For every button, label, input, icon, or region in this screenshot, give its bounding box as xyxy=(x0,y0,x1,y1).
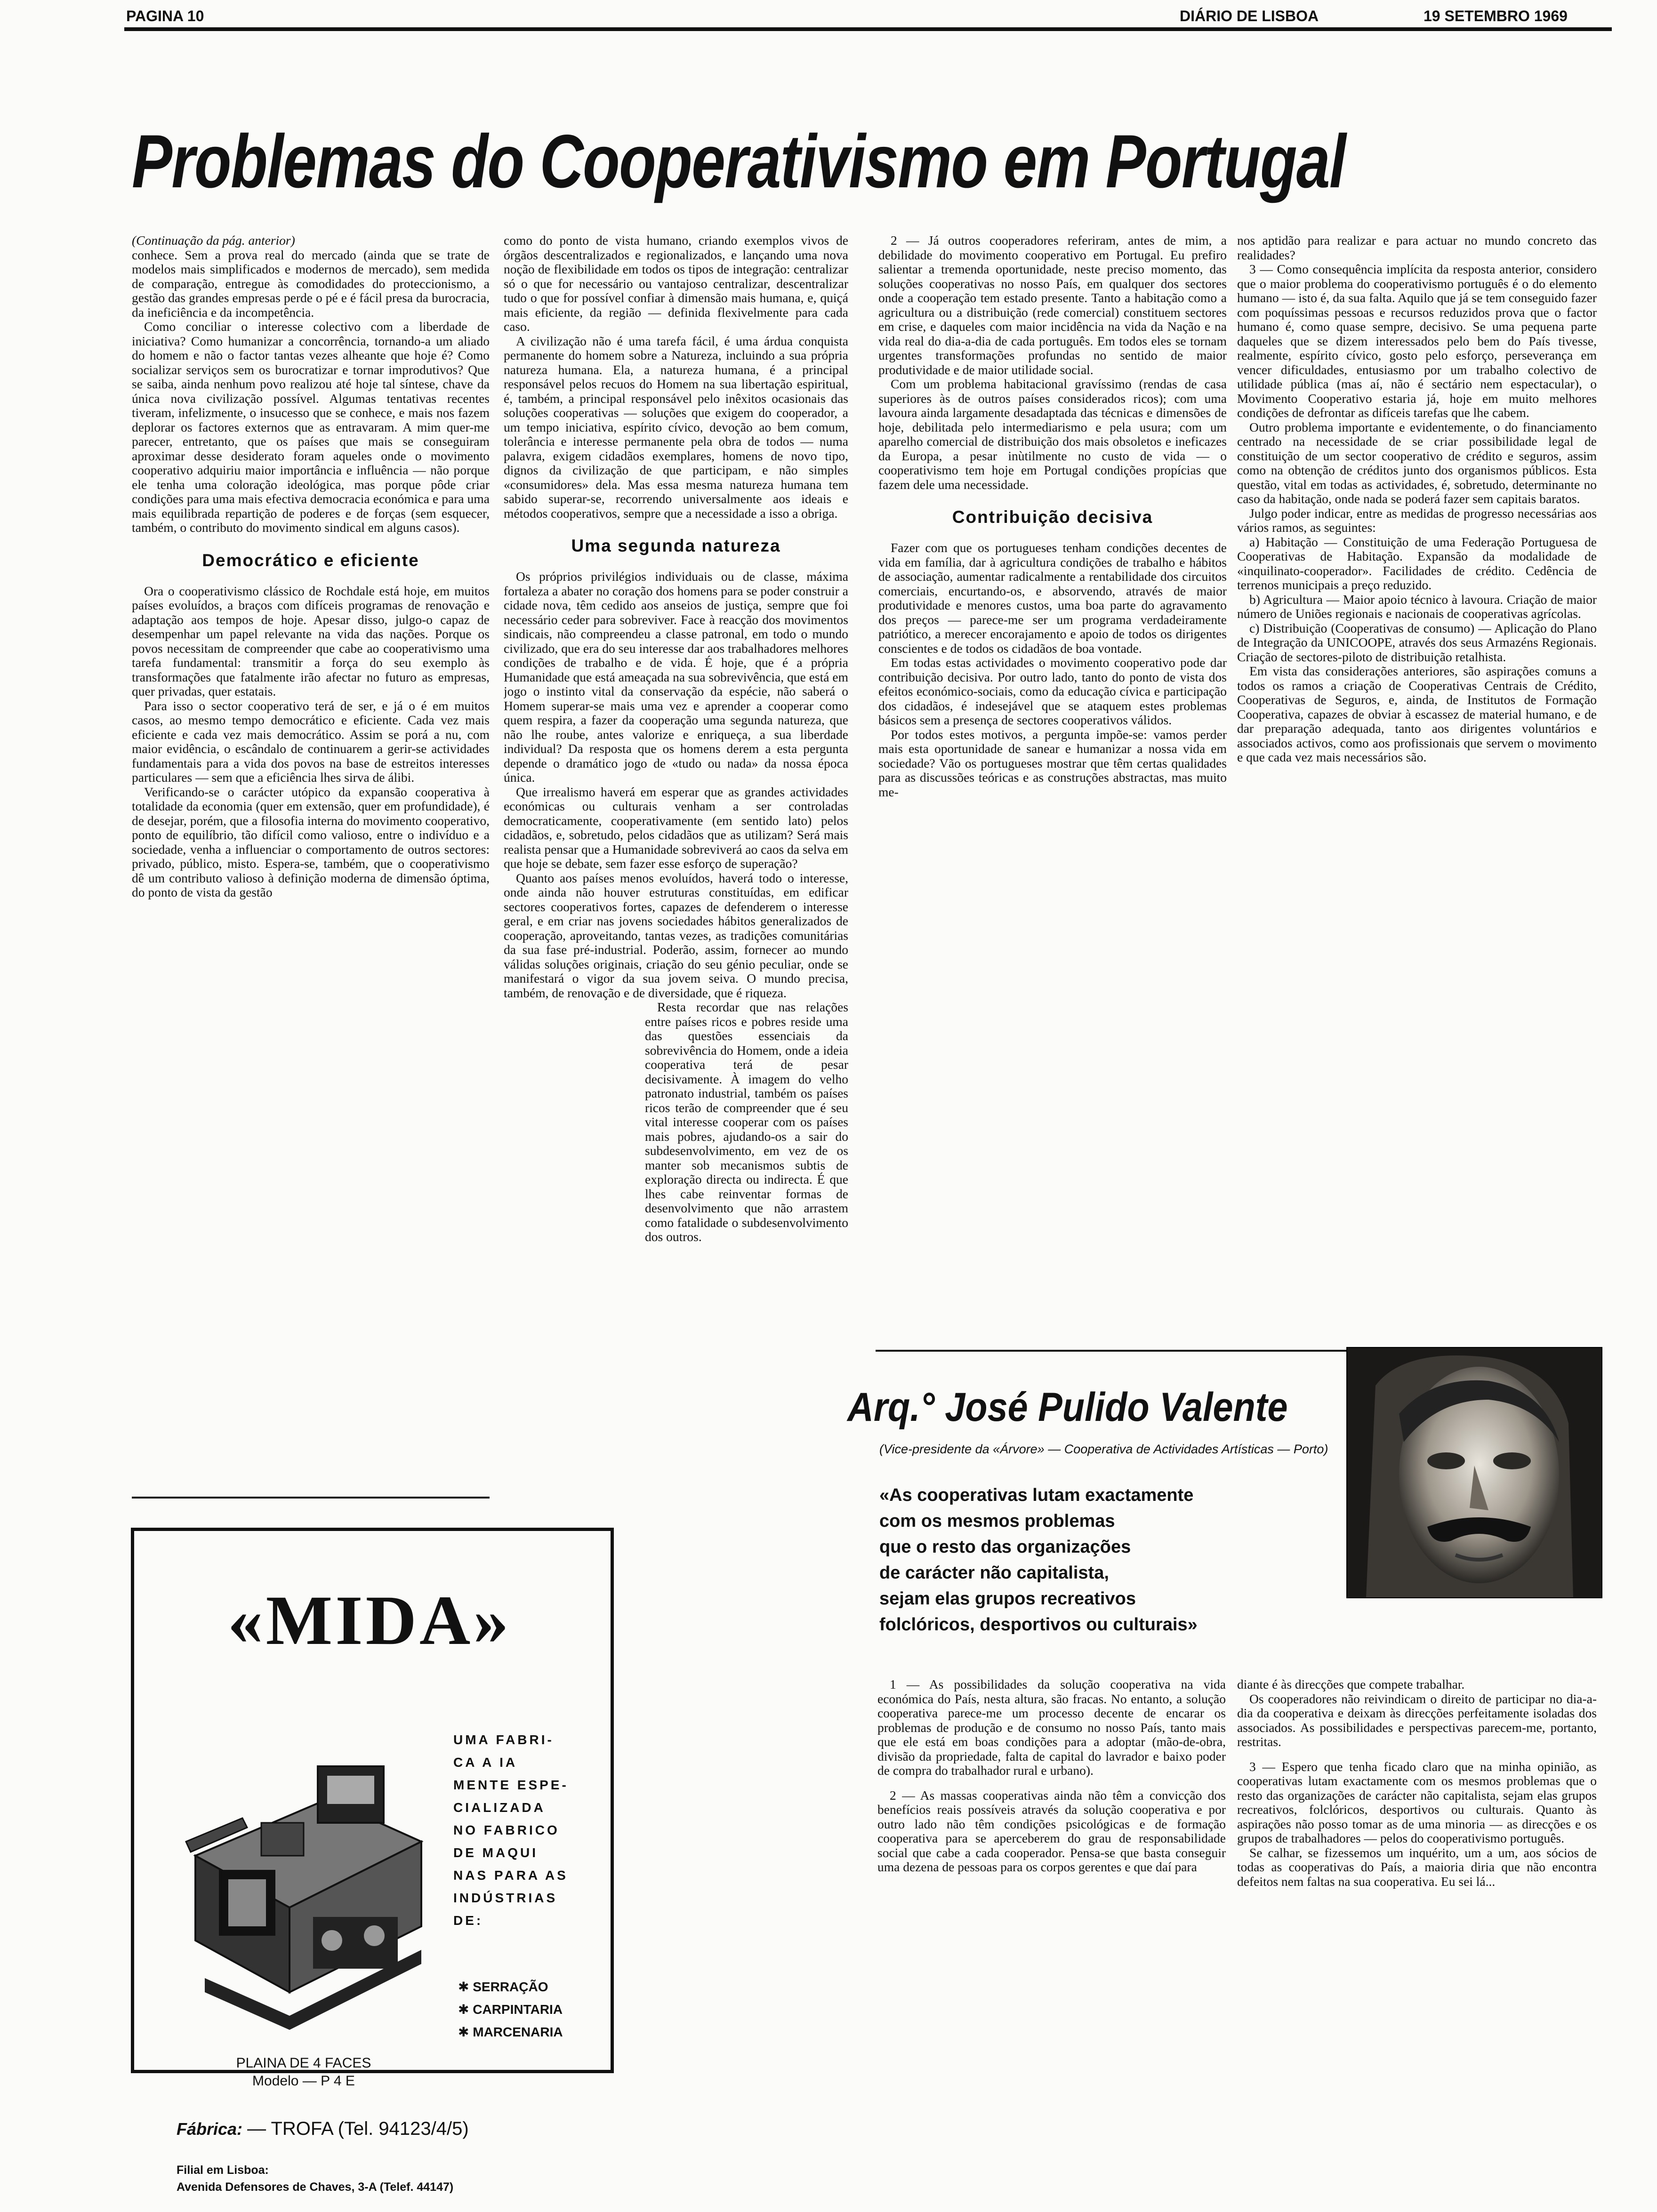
paragraph: Os próprios privilégios individuais ou de classe, máxima fortaleza a abater no coração dos homens para se poder construir a cidade nova, têm cedido aos anseios de justiça, sempre que foi necessário ceder para sobreviver. Face à reacção dos movimentos sindicais, não compreendeu a classe patronal, em todo o mundo civilizado, que era do seu interesse dar aos trabalhadores melhores condições de trabalho e de vida. É hoje, que é a própria Humanidade que está ameaçada na sua sobrevivência, que está em jogo o instinto vital da conservação da espécie, não saberá o Homem superar-se mais uma vez e aprender a cooperar como quem respira, a fazer da cooperação uma segunda natureza, que não lhe roube, antes valorize e enriqueça, a sua liberdade individual? Da resposta que os homens derem a esta pergunta depende o dramático jogo de «tudo ou nada» da nossa época única. xyxy=(504,569,848,785)
masthead-rule xyxy=(124,27,1612,31)
branch-address: Avenida Defensores de Chaves, 3-A (Telef. 44147) xyxy=(177,2180,454,2194)
list-item: ✱ MARCENARIA xyxy=(458,2025,563,2039)
ad-brand: «MIDA» xyxy=(227,1581,512,1659)
industry-label: CARPINTARIA xyxy=(473,2002,563,2017)
article-column-3 xyxy=(878,233,1227,1306)
ad-description-line: DE MAQUI xyxy=(453,1845,538,1860)
branch-block xyxy=(177,2162,600,2196)
ad-description-line: NO FABRICO xyxy=(453,1823,560,1837)
interviewee-name: Arq.° José Pulido Valente xyxy=(847,1385,1288,1430)
pull-quote-line: que o resto das organizações xyxy=(879,1537,1131,1557)
subheading-contribuicao: Contribuição decisiva xyxy=(952,507,1153,527)
paragraph: Por todos estes motivos, a pergunta impõe-se: vamos perder mais esta oportunidade de sanear e humanizar a nossa vida em sociedade? Vão os portugueses mostrar que têm certas qualidades para as discussões teóricas e as construções abstractas, mas muito me- xyxy=(878,727,1227,799)
list-item: a) Habitação — Constituição de uma Federação Portuguesa de Cooperativas de Habitação. Expansão da modalidade de «inquilinato-cooperador». Facilidades de crédito. Cedência de terrenos municipais a preço reduzido. xyxy=(1237,534,1597,592)
ad-description-line: CIALIZADA xyxy=(453,1800,546,1815)
paragraph: Se calhar, se fizessemos um inquérito, um a um, aos sócios de todas as cooperativas do País, a maioria diria que não encontra defeitos nem faltas na sua cooperativa. Eu sei lá... xyxy=(1237,1845,1597,1889)
paragraph: A civilização não é uma tarefa fácil, é uma árdua conquista permanente do homem sobre a Natureza, incluindo a sua própria natureza humana. Ela, a natureza humana, é a principal responsável pelos recuos do Homem na sua libertação espiritual, é, também, a principal responsável pelo inêxitos ocasionais das soluções cooperativas — soluções que exigem do cooperador, a um tempo iniciativa, espírito cívico, devoção ao bem comum, tolerância e interesse permanente pela obra de todos — numa palavra, exigem cidadãos exemplares, homens de novo tipo, dignos da civilização de que participam, e não simples «consumidores» dela. Mas essa mesma natureza humana tem sabido superar-se, recorrendo universalmente aos ideais e métodos cooperativos, sempre que a necessidade a isso a obriga. xyxy=(504,333,848,521)
newspaper-name: DIÁRIO DE LISBOA xyxy=(1180,8,1319,24)
ad-description-line: MENTE ESPE- xyxy=(453,1778,569,1792)
paragraph: Com um problema habitacional gravíssimo (rendas de casa superiores às de outros países considerados ricos); com uma lavoura ainda largamente desadaptada das técnicas e dimensões de hoje, debilitada pelo intermediarismo e pela usura; com um aparelho comercial de distribuição dos mais obsoletos e ineficazes da Europa, a pesar inùtilmente no custo de vida — o cooperativismo tem hoje em Portugal condições propícias que fazem dele uma necessidade. xyxy=(878,377,1227,492)
paragraph: nos aptidão para realizar e para actuar no mundo concreto das realidades? xyxy=(1237,233,1597,262)
ad-description-line: DE: xyxy=(453,1913,483,1928)
mida-advertisement xyxy=(131,1528,614,2194)
pull-quote-line: «As cooperativas lutam exactamente xyxy=(879,1485,1194,1505)
paragraph: Resta recordar que nas relações entre países ricos e pobres reside uma das questões essenciais da sobrevivência do Homem, onde a ideia cooperativa terá de pesar decisivamente. À imagem do velho patronato industrial, também os países ricos terão de compreender que é seu vital interesse cooperar com os países mais pobres, ajudando-os a sair do subdesenvolvimento, em vez de os manter sob mecanismos subtis de exploração directa ou indirecta. É que lhes cabe reinventar formas de desenvolvimento que não arrastem como fatalidade o subdesenvolvimento dos outros. xyxy=(645,1000,848,1244)
paragraph: Outro problema importante e evidentemente, o do financiamento centrado na necessidade de se criar possibilidade legal de constituição de um sector cooperativo de crédito e seguros, assim como na obtenção de créditos junto dos organismos públicos. Esta questão, vital em todas as actividades, é, sobretudo, determinante no caso da habitação, onde nada se poderá fazer sem capitais baratos. xyxy=(1237,419,1597,506)
subheading-democratico: Democrático e eficiente xyxy=(202,550,419,570)
industry-label: SERRAÇÃO xyxy=(473,1980,548,1994)
product-model: Modelo — P 4 E xyxy=(252,2073,355,2089)
planing-machine-illustration xyxy=(177,1729,445,2039)
ad-industries-list xyxy=(458,1979,599,2047)
factory-address: — TROFA (Tel. 94123/4/5) xyxy=(247,2118,469,2139)
paragraph: 2 — Já outros cooperadores referiram, antes de mim, a debilidade do movimento cooperativo em Portugal. Eu prefiro salientar a tremenda oportunidade, neste preciso momento, das soluções cooperativas no nosso País, em qualquer dos sectores onde a cooperação tem estado presente. Tanto a habitação como a agricultura ou a distribuição (rede comercial) constituem sectores em crise, e daqueles com maior incidência na vida da Nação e na vida real do dia-a-dia de cada português. Em todos eles se tornam urgentes transformações profundas no sentido de maior produtividade e de maior utilidade social. xyxy=(878,233,1227,377)
paragraph: como do ponto de vista humano, criando exemplos vivos de órgãos descentralizados e regionalizados, e lançando uma nova noção de flexibilidade em todos os tipos de integração: centralizar só o que for necessário ou vantajoso centralizar, descentralizar tudo o que for possível confiar à dimensão mais humana, e, quiçá mais eficiente, da região — definida flexivelmente para cada caso. xyxy=(504,233,848,334)
ad-description xyxy=(453,1729,595,1932)
product-name: PLAINA DE 4 FACES xyxy=(236,2055,371,2071)
list-item: ✱ SERRAÇÃO xyxy=(458,1980,548,1994)
paragraph: 2 — As massas cooperativas ainda não têm a convicção dos benefícios reais possíveis através da solução cooperativa e por outro lado não têm condições psicológicas e de formação cooperativa para se aperceberem do grau de responsabilidade social que cabe a cada cooperador. Pensa-se que basta conseguir uma dezena de pessoas para os corpos gerentes e que daí para xyxy=(877,1787,1226,1874)
paragraph: conhece. Sem a prova real do mercado (ainda que se trate de modelos mais simplificados e modernos de mercado), sem medida de comparação, entregue às comodidades do proteccionismo, a gestão das grandes empresas perde o pé e é fácil presa da burocracia, da ineficiência e da incompetência. xyxy=(132,247,490,320)
paragraph: Verificando-se o carácter utópico da expansão cooperativa à totalidade da economia (quer em extensão, quer em profundidade), é de desejar, porém, que a filosofia interna do movimento cooperativo, ponto de equilíbrio, tão difícil como valioso, entre o indivíduo e a sociedade, venha a influenciar o comportamento de outros sectores: privado, público, misto. Espera-se, também, que o cooperativismo dê um contributo valioso à definição moderna de dimensão óptima, do ponto de vista da gestão xyxy=(132,784,490,899)
portrait-image xyxy=(1347,1348,1601,1597)
list-item: ✱ CARPINTARIA xyxy=(458,2002,563,2017)
paragraph: Em todas estas actividades o movimento cooperativo pode dar contribuição decisiva. Por outro lado, tanto do ponto de vista dos efeitos económico-sociais, como da educação cívica e participação dos cidadãos, é indesejável que se ataquem estes problemas básicos sem a presença de sectores cooperativos válidos. xyxy=(878,655,1227,727)
ad-description-line: CA A IA xyxy=(453,1755,518,1770)
wrap-around-ad xyxy=(645,1000,848,1244)
industry-label: MARCENARIA xyxy=(473,2025,563,2039)
paragraph: Que irrealismo haverá em esperar que as grandes actividades económicas ou culturais venham a ser controladas democraticamente, cooperativamente (em sentido lato) pelos cidadãos, e, sobretudo, pelos cidadãos que as utilizam? Será mais realista pensar que a Humanidade sobreviverá ao caos da selva em que hoje se debate, sem fazer esse esforço de superação? xyxy=(504,784,848,871)
page-number: PAGINA 10 xyxy=(126,8,204,24)
ad-description-line: NAS PARA AS xyxy=(453,1868,568,1883)
paragraph: Quanto aos países menos evoluídos, haverá todo o interesse, onde ainda não houver estruturas constituídas, em edificar sectores cooperativos fortes, capazes de defenderem o interesse geral, e em criar nas jovens sociedades hábitos generalizados de cooperação, aproveitando, tantas vezes, as tradições comunitárias da sua fase pré-industrial. Poderão, assim, fornecer ao mundo válidas soluções originais, criação do seu génio peculiar, onde se manifestará o vigor da sua jovem seiva. O mundo precisa, também, de renovação e de diversidade, que é riqueza. xyxy=(504,870,848,1000)
pull-quote-line: de carácter não capitalista, xyxy=(879,1563,1109,1583)
paragraph: diante é às direcções que compete trabalhar. xyxy=(1237,1677,1465,1691)
paragraph: 1 — As possibilidades da solução cooperativa na vida económica do País, nesta altura, são fracas. No entanto, a solução cooperativa parece-me um processo decente de encarar os problemas de produção e de consumo no nosso País, tanto mais que ele está em boas condições para a adoptar (mão-de-obra, divisão da propriedade, falta de capital do lavrador e baixo poder de compra do trabalhador rural e urbano). xyxy=(877,1677,1226,1778)
branch-label: Filial em Lisboa: xyxy=(177,2164,269,2177)
factory-label: Fábrica: xyxy=(177,2119,243,2139)
pull-quote xyxy=(879,1483,1341,1638)
paragraph: Como conciliar o interesse colectivo com a liberdade de iniciativa? Como humanizar a concorrência, tornando-a um aliado do homem e não o factor tantas vezes alheante que hoje é? Como socializar serviços sem os burocratizar e tornar improdutivos? Que se saiba, ainda nenhum povo realizou até hoje tal síntese, chave da única nova civilização possível. Algumas tentativas recentes tiveram, infelizmente, o insucesso que se conhece, e mais nos fazem deplorar os factores externos que as entravaram. A mim quer-me parecer, entretanto, que os países que mais se conseguiram aproximar desse desiderato foram aqueles onde o movimento cooperativo adquiriu maior importância e influência — não porque ele tenha uma coloração ideológica, mas porque pôde criar condições para uma mais efectiva democracia económica e para uma mais equilibrada repartição de poderes e de forças (sem esquecer, também, o contributo do movimento sindical em alguns casos). xyxy=(132,319,490,535)
list-item: c) Distribuição (Cooperativas de consumo) — Aplicação do Plano de Integração da UNICOOPE, através dos seus Armazéns Regionais. Criação de sectores-piloto de distribuição retalhista. xyxy=(1237,620,1597,664)
pull-quote-line: sejam elas grupos recreativos xyxy=(879,1589,1136,1609)
ad-description-line: INDÚSTRIAS xyxy=(453,1891,558,1905)
paragraph: Julgo poder indicar, entre as medidas de progresso necessárias aos vários ramos, as seguintes: xyxy=(1237,505,1597,535)
continuation-note: (Continuação da pág. anterior) xyxy=(132,233,295,248)
paragraph: Fazer com que os portugueses tenham condições decentes de vida em família, dar à agricultura condições de trabalho e hábitos de associação, aumentar radicalmente a rentabilidade dos circuitos comerciais, encurtando-os, e absorvendo, através de maior produtividade e menores custos, uma boa parte do agravamento dos preços — parece-me ser um programa verdadeiramente patriótico, a merecer encorajamento e apoio de todos os dirigentes conscientes e de todos os cidadãos de boa vontade. xyxy=(878,540,1227,656)
pull-quote-line: folclóricos, desportivos ou culturais» xyxy=(879,1615,1198,1635)
product-caption xyxy=(177,2054,431,2090)
issue-date: 19 SETEMBRO 1969 xyxy=(1424,8,1568,24)
paragraph: 3 — Espero que tenha ficado claro que na minha opinião, as cooperativas lutam exactamente com os mesmos problemas que o resto das organizações de carácter não capitalista, sejam elas grupos recreativos, folclóricos, desportivos ou culturais. Quanto às aspirações não posso tomar as de uma minoria — as direcções e os grupos de trabalhadores — pelos do cooperativismo português. xyxy=(1237,1759,1597,1845)
section-divider xyxy=(132,1497,490,1499)
paragraph: Em vista das considerações anteriores, são aspirações comuns a todos os ramos a criação de Cooperativas Centrais de Crédito, Cooperativas de Seguros, e, ainda, de Institutos de Formação Cooperativa, capazes de obviar à escassez de material humano, e de dar preparação adequada, tanto aos dirigentes voluntários e associados activos, como aos profissionais que servem o movimento e que cada vez mais necessários são. xyxy=(1237,664,1597,764)
article-column-1 xyxy=(132,233,490,1195)
factory-line xyxy=(177,2118,595,2140)
pull-quote-line: com os mesmos problemas xyxy=(879,1511,1115,1531)
portrait-photo xyxy=(1346,1347,1602,1598)
interviewee-role: (Vice-presidente da «Árvore» — Cooperativa de Actividades Artísticas — Porto) xyxy=(879,1442,1328,1456)
paragraph: Os cooperadores não reivindicam o direito de participar no dia-a-dia da cooperativa e deixam às direcções perfeitamente isoladas dos associados. As possibilidades e perspectivas parecem-me, portanto, restritas. xyxy=(1237,1691,1597,1749)
paragraph: Ora o cooperativismo clássico de Rochdale está hoje, em muitos países evoluídos, a braços com difíceis programas de renovação e adaptação aos tempos de hoje. Apesar disso, julgo-o capaz de desempenhar um papel relevante na vida das nações. Porque os povos necessitam de compreender que cabe ao cooperativismo uma tarefa fundamental: transmitir a força do seu exemplo às transformações que fatalmente irão afectar no futuro as empresas, quer privadas, quer estatais. xyxy=(132,583,490,698)
interview-column-1 xyxy=(877,1677,1226,2073)
article-column-4 xyxy=(1237,233,1597,1306)
ad-description-line: UMA FABRI- xyxy=(453,1732,554,1747)
paragraph: Para isso o sector cooperativo terá de ser, e já o é em muitos casos, ao mesmo tempo democrático e eficiente. Cada vez mais eficiente e cada vez mais democrático. Assim se porá a nu, com maior evidência, o escândalo de continuarem a gerir-se actividades fundamentais para a vida dos povos na base de estreitos interesses particulares — sem que a eficiência lhes sirva de álibi. xyxy=(132,698,490,785)
subheading-segunda-natureza: Uma segunda natureza xyxy=(571,536,781,555)
interview-column-2 xyxy=(1237,1677,1597,2073)
list-item: b) Agricultura — Maior apoio técnico à lavoura. Criação de maior número de Uniões regionais e nacionais de cooperativas agrícolas. xyxy=(1237,592,1597,621)
headline: Problemas do Cooperativismo em Portugal xyxy=(132,119,1345,204)
paragraph: 3 — Como consequência implícita da resposta anterior, considero que o maior problema do cooperativismo português é o do elemento humano — isto é, da sua falta. Aquilo que já se tem conseguido fazer com poquíssimas pessoas e recursos reduzidos prova que o factor humano é, como quase sempre, decisivo. Se uma pequena parte daqueles que se dizem interessados pelo bem do País tivesse, realmente, espírito cívico, gosto pelo esforço, perseverança em vencer dificuldades, entusiasmo por um trabalho colectivo de utilidade pública (mas aí, não é sectário nem espectacular), o Movimento Cooperativo estaria já, hoje em muito melhores condições de defrontar as difíceis tarefas que lhe cabem. xyxy=(1237,262,1597,420)
